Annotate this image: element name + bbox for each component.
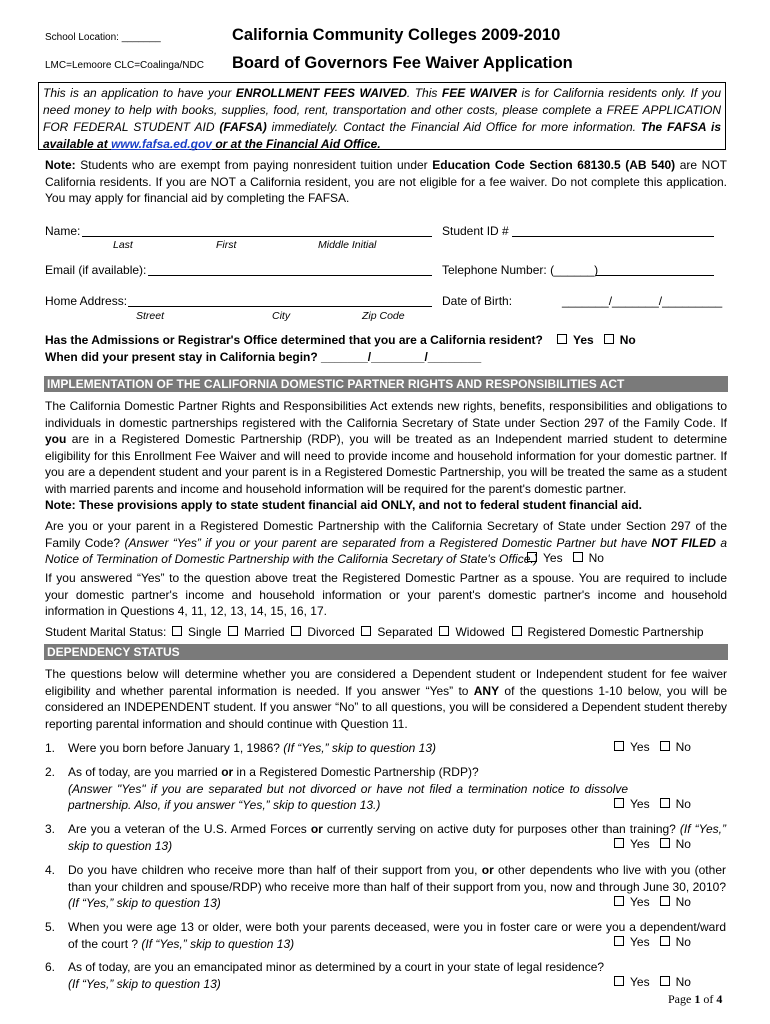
note-label: Note: (45, 158, 76, 172)
student-id-label: Student ID # (442, 224, 509, 238)
dependency-bold: ANY (473, 683, 500, 698)
q5-yes-no[interactable] (614, 935, 691, 949)
checkbox-icon[interactable] (557, 334, 567, 344)
checkbox-icon[interactable] (527, 552, 537, 562)
last-name-caption: Last (113, 239, 133, 251)
question-note: (If “Yes,” skip to question 13) (141, 936, 295, 951)
yes-label: Yes (630, 975, 650, 989)
page-total: 4 (716, 992, 723, 1006)
checkbox-icon[interactable] (512, 626, 522, 636)
domestic-partner-note: Note: These provisions apply to state student financial aid ONLY, and not to federal student financial aid. (45, 498, 642, 512)
checkbox-icon[interactable] (614, 936, 624, 946)
dependency-text: The questions below will determine whether you are considered a Dependent student or Independent student for fee waiver eligibility and whether parental information is needed. If you answer “Yes” to (45, 667, 727, 698)
question-number: 6. (45, 960, 56, 974)
zip-caption: Zip Code (362, 310, 405, 322)
yes-label: Yes (573, 333, 594, 347)
checkbox-icon[interactable] (614, 976, 624, 986)
question-text: Are you a veteran of the U.S. Armed Forces (68, 822, 311, 836)
dependency-text: of the questions 1-10 below, you will be considered an INDEPENDENT student. If you answer “No” to all questions, you will be considered a Dependent student thereby reporting parental information and should continue with Question 11. (45, 683, 727, 731)
question-number: 3. (45, 822, 56, 836)
question-bold: or (221, 765, 234, 779)
q2-yes-no[interactable] (614, 797, 691, 811)
question-number: 2. (45, 765, 56, 779)
intro-bold: (FAFSA) (219, 120, 267, 134)
question-text: other dependents who live with you (other than your children and spouse/RDP) who receive more than half of their support from you, now and through June 30, 2010? (68, 863, 726, 894)
dob-label: Date of Birth: (442, 294, 513, 308)
marital-option-rdp: Registered Domestic Partnership (527, 625, 704, 639)
page-subtitle: Board of Governors Fee Waiver Application (232, 54, 573, 72)
question-text: in a Registered Domestic Partnership (RDP)? (233, 765, 479, 779)
no-label: No (675, 797, 691, 811)
checkbox-icon[interactable] (660, 896, 670, 906)
email-input-line[interactable] (148, 275, 432, 276)
intro-text: This is an application to have your (43, 86, 236, 100)
yes-label: Yes (630, 740, 650, 754)
checkbox-icon[interactable] (614, 896, 624, 906)
checkbox-icon[interactable] (660, 838, 670, 848)
telephone-label: Telephone Number: (______) (442, 263, 599, 277)
checkbox-icon[interactable] (614, 798, 624, 808)
intro-text: is for California residents only. If you need money to help with books, supplies, food, rent, transportation and other costs, please complete a FREE APPLICATION FOR FEDERAL STUDENT AID (43, 86, 721, 134)
question-text: As of today, are you an emancipated minor as determined by a court in your state of legal residence? (68, 960, 605, 974)
checkbox-icon[interactable] (660, 976, 670, 986)
name-label: Name: (45, 224, 81, 238)
no-label: No (588, 551, 604, 565)
name-input-line[interactable] (82, 236, 432, 237)
no-label: No (675, 935, 691, 949)
checkbox-icon[interactable] (573, 552, 583, 562)
question-number: 1. (45, 741, 56, 755)
q6-yes-no[interactable] (614, 975, 691, 989)
no-label: No (675, 837, 691, 851)
question-number: 5. (45, 920, 56, 934)
intro-bold: ENROLLMENT FEES WAIVED (235, 86, 407, 100)
intro-box (38, 82, 726, 150)
first-name-caption: First (216, 239, 237, 251)
rdp-question-text: Are you or your parent in a Registered Domestic Partnership with the California Secretary of State under Section 297 of the Family Code? (45, 519, 727, 550)
street-caption: Street (136, 310, 165, 322)
checkbox-icon[interactable] (361, 626, 371, 636)
checkbox-icon[interactable] (172, 626, 182, 636)
middle-initial-caption: Middle Initial (318, 239, 377, 251)
resident-question: Has the Admissions or Registrar's Office determined that you are a California resident? (45, 333, 543, 347)
checkbox-icon[interactable] (291, 626, 301, 636)
yes-label: Yes (630, 797, 650, 811)
checkbox-icon[interactable] (614, 838, 624, 848)
rdp-instructions: If you answered “Yes” to the question above treat the Registered Domestic Partner as a spouse. You are required to include your domestic partner's income and household information or your parent's domestic partner's income and household information in Questions 4, 11, 12, 13, 14, 15, 16, 17. (45, 571, 727, 618)
question-note: (If “Yes,” skip to question 13) (68, 822, 727, 853)
no-label: No (619, 333, 636, 347)
rdp-yes-no[interactable] (527, 551, 604, 565)
resident-yes-no[interactable] (557, 333, 636, 347)
question-text: currently serving on active duty for purposes other than training? (322, 822, 680, 836)
checkbox-icon[interactable] (660, 741, 670, 751)
checkbox-icon[interactable] (604, 334, 614, 344)
stay-question[interactable]: When did your present stay in California begin? _______/________/________ (45, 350, 482, 364)
home-address-label: Home Address: (45, 294, 128, 308)
question-text: When you were age 13 or older, were both your parents deceased, were you in foster care or were you a dependent/ward of the court ? (68, 920, 726, 951)
fafsa-link[interactable]: www.fafsa.ed.gov (111, 137, 212, 151)
question-number: 4. (45, 863, 56, 877)
note-text: Students who are exempt from paying nonresident tuition under (75, 158, 433, 172)
intro-bold: FEE WAIVER (441, 86, 518, 100)
intro-text: . This (406, 86, 442, 100)
checkbox-icon[interactable] (614, 741, 624, 751)
question-note: (If “Yes,” skip to question 13) (68, 976, 221, 991)
marital-status-label: Student Marital Status: (45, 625, 167, 639)
domestic-text: are in a Registered Domestic Partnership (RDP), you will be treated as an Independent married student to determine eligibility for this Enrollment Fee Waiver and will need to provide income and household information for your domestic partner. If you are a dependent student and your parent is in a Registered Domestic Partnership, you will be treated the same as a student with married parents and income and household information will be required for the parent's domestic partner. (45, 432, 727, 496)
question-note: (If “Yes,” skip to question 13) (283, 741, 436, 755)
page-number (668, 992, 722, 1007)
question-bold: or (310, 822, 323, 836)
yes-label: Yes (630, 895, 650, 909)
dependency-status-header: DEPENDENCY STATUS (44, 644, 728, 660)
q4-yes-no[interactable] (614, 895, 691, 909)
marital-option-widowed: Widowed (455, 625, 505, 639)
question-bold: or (481, 863, 494, 877)
city-caption: City (272, 310, 291, 322)
question-note: (Answer "Yes" if you are separated but not divorced or have not filed a termination notice to dissolve partnership. Also, if you answer “Yes,” skip to question 13.) (68, 781, 628, 812)
telephone-input-line[interactable] (596, 275, 714, 276)
rdp-question (45, 518, 727, 568)
question-text: As of today, are you married (68, 765, 222, 779)
intro-bold: or at the Financial Aid Office. (211, 137, 381, 151)
no-label: No (675, 740, 691, 754)
dependency-paragraph (45, 666, 727, 732)
yes-label: Yes (630, 837, 650, 851)
rdp-question-bold: NOT FILED (651, 535, 716, 550)
residency-note (45, 157, 727, 207)
marital-option-separated: Separated (377, 625, 433, 639)
marital-status-options[interactable] (172, 625, 704, 639)
email-label: Email (if available): (45, 263, 147, 277)
note-text: are NOT California residents. If you are NOT a California resident, you are not eligible for a fee waiver. Do not complete this application. You may apply for financial aid by completing the FAFSA. (45, 158, 728, 205)
domestic-partner-header: IMPLEMENTATION OF THE CALIFORNIA DOMESTIC PARTNER RIGHTS AND RESPONSIBILITIES ACT (44, 376, 728, 392)
question-text: Were you born before January 1, 1986? (68, 741, 284, 755)
checkbox-icon[interactable] (660, 936, 670, 946)
question-note: (If “Yes,” skip to question 13) (68, 896, 221, 910)
q1-yes-no[interactable] (614, 740, 691, 754)
school-location-field[interactable]: School Location: _______ (45, 32, 161, 43)
intro-text: immediately. Contact the Financial Aid Office for more information. (266, 120, 641, 134)
marital-option-married: Married (244, 625, 285, 639)
domestic-text: The California Domestic Partner Rights and Responsibilities Act extends new rights, benefits, responsibilities and obligations to individuals in domestic partnerships registered with the California Secretary of State under Section 297 of the Family Code. If (45, 399, 727, 430)
checkbox-icon[interactable] (439, 626, 449, 636)
rdp-question-note: (Answer “Yes” if you or your parent are separated from a Registered Domestic Partner but have (124, 535, 652, 550)
dob-input[interactable]: _______/_______/_________ (562, 294, 723, 308)
checkbox-icon[interactable] (228, 626, 238, 636)
rdp-question-note: a Notice of Termination of Domestic Partnership with the California Secretary of State's Office.) (45, 535, 727, 566)
marital-option-single: Single (188, 625, 222, 639)
no-label: No (675, 975, 691, 989)
q3-yes-no[interactable] (614, 837, 691, 851)
page-label: Page (668, 992, 695, 1006)
marital-option-divorced: Divorced (307, 625, 355, 639)
domestic-bold: you (45, 432, 67, 446)
page-title: California Community Colleges 2009-2010 (232, 26, 561, 44)
student-id-input-line[interactable] (512, 236, 714, 237)
page-current: 1 (694, 992, 701, 1006)
yes-label: Yes (630, 935, 650, 949)
checkbox-icon[interactable] (660, 798, 670, 808)
domestic-partner-paragraph (45, 398, 727, 497)
no-label: No (675, 895, 691, 909)
campus-codes: LMC=Lemoore CLC=Coalinga/NDC (45, 60, 204, 71)
note-bold: Education Code Section 68130.5 (AB 540) (432, 158, 676, 172)
question-text: Do you have children who receive more than half of their support from you, (68, 863, 482, 877)
page-of: of (700, 992, 717, 1006)
intro-bold: The FAFSA is available at (43, 120, 721, 151)
yes-label: Yes (543, 551, 563, 565)
home-address-input-line[interactable] (128, 306, 432, 307)
